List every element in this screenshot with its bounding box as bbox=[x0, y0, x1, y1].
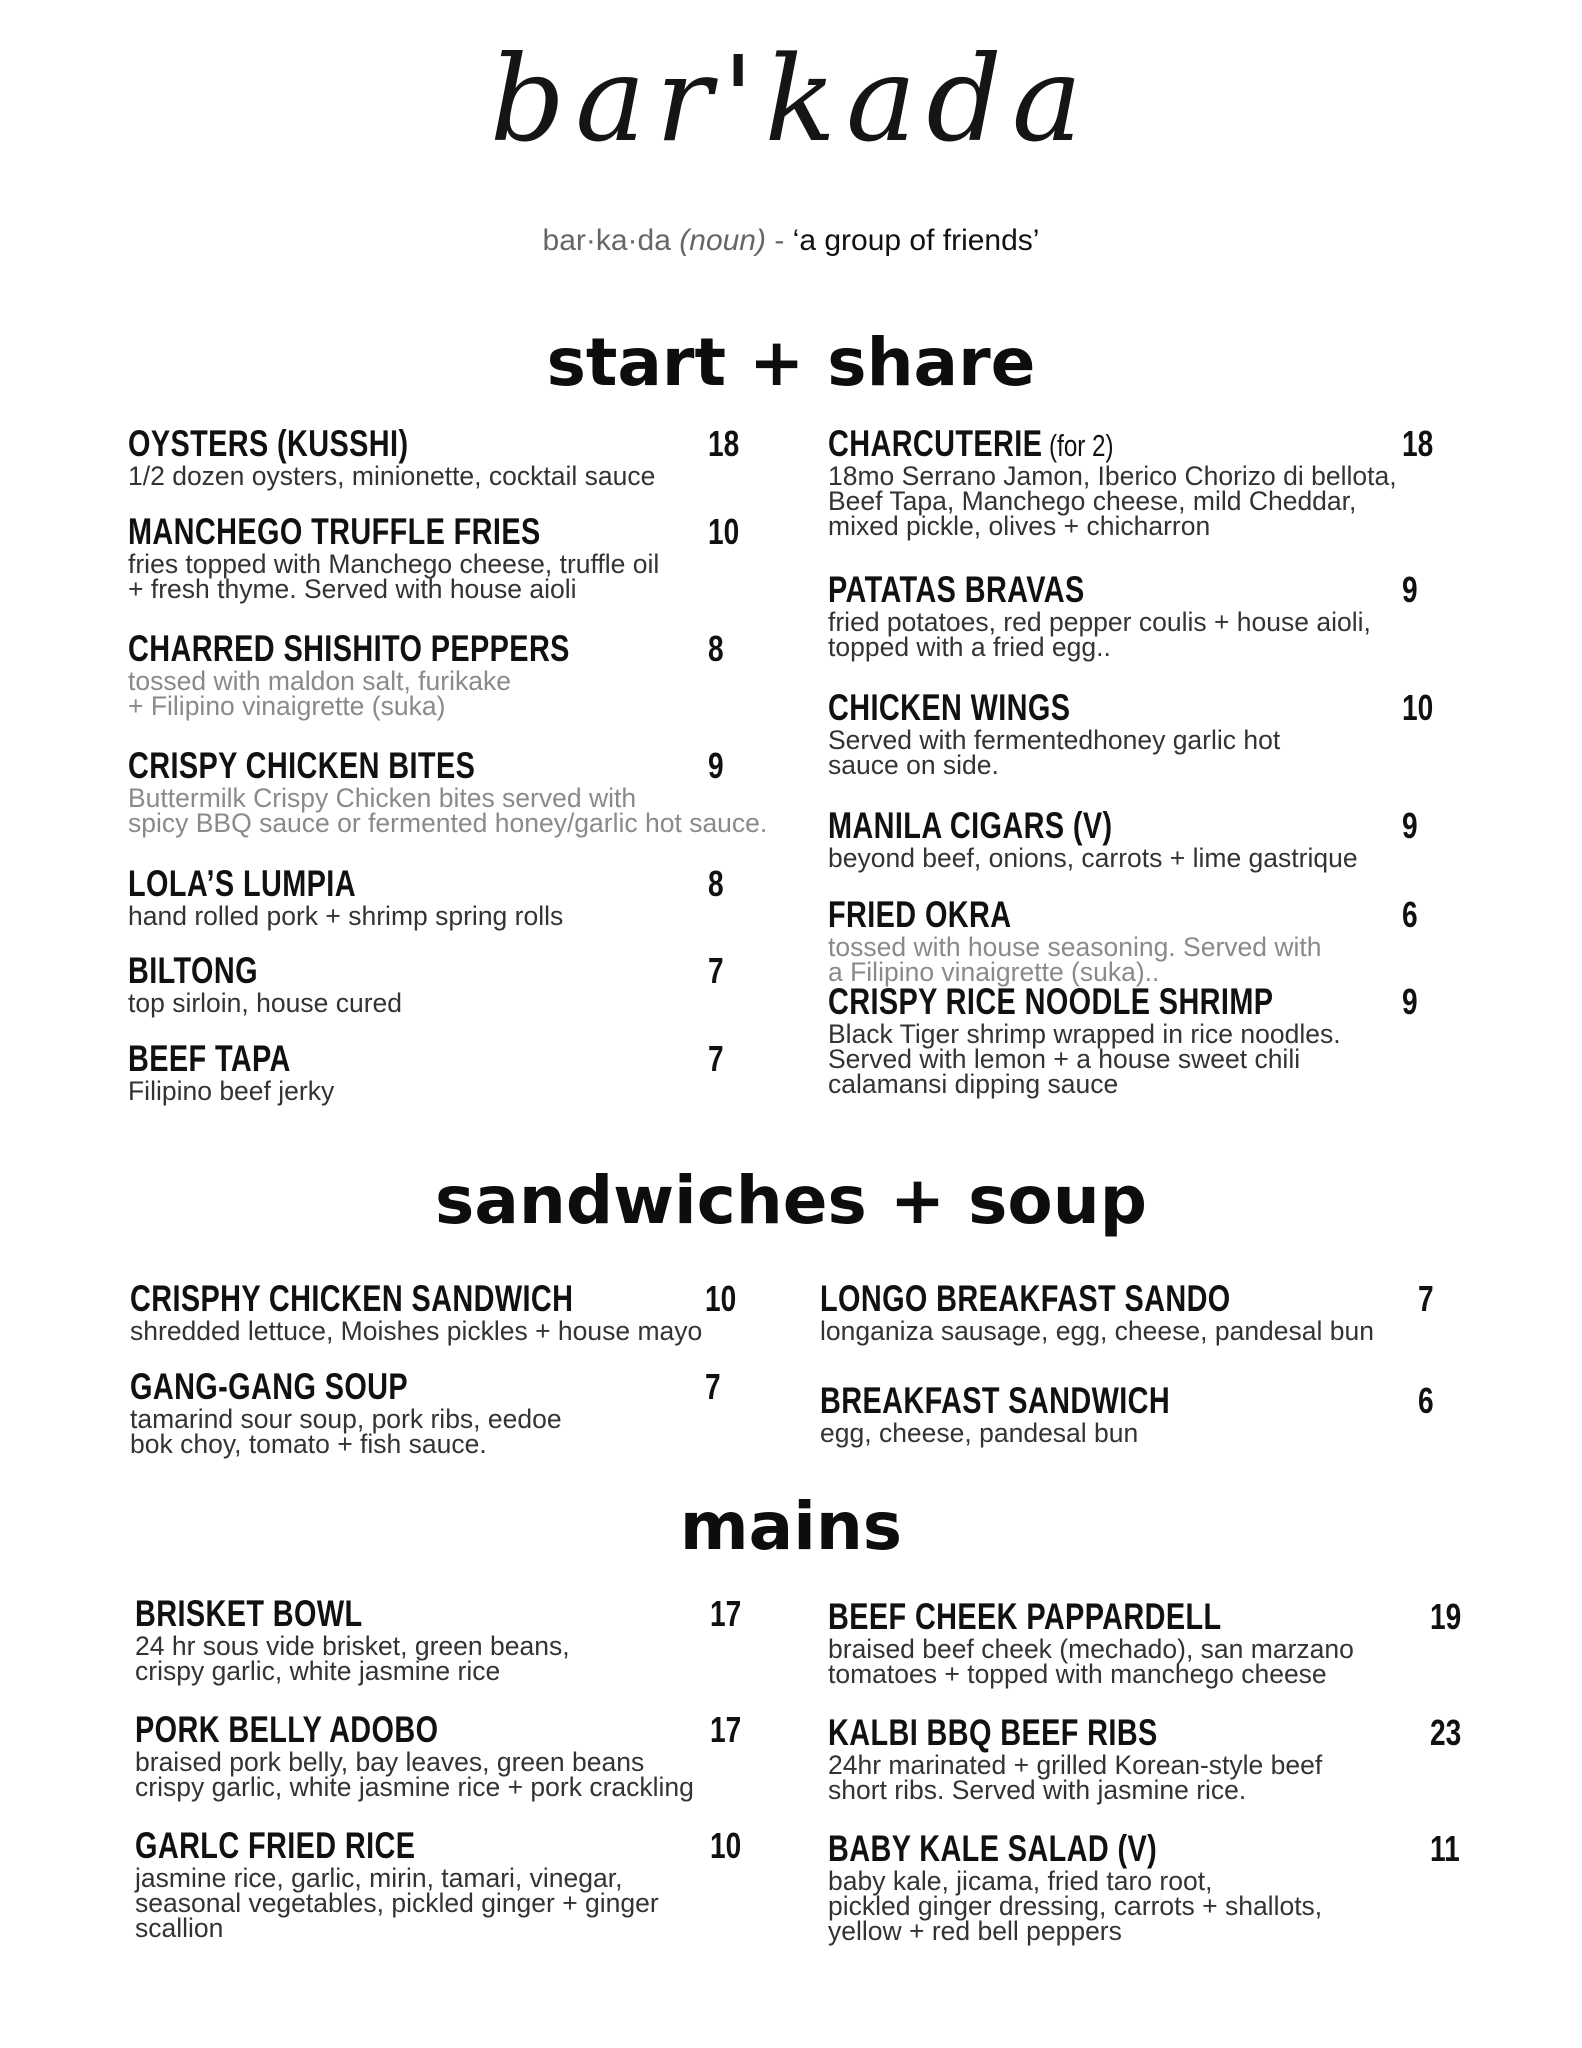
section-title-mains: mains bbox=[679, 1488, 903, 1565]
menu-item-manila-cigars-v bbox=[828, 804, 1418, 873]
menu-item-description: seasonal vegetables, pickled ginger + ginger bbox=[135, 1888, 659, 1918]
menu-item-name bbox=[130, 1365, 408, 1409]
menu-item-price: 6 bbox=[1418, 1380, 1434, 1421]
menu-item-name bbox=[135, 1824, 415, 1868]
menu-item-header bbox=[130, 1365, 721, 1409]
menu-item-description: beyond beef, onions, carrots + lime gastrique bbox=[828, 843, 1358, 873]
menu-item-garlc-fried-rice bbox=[135, 1824, 742, 1943]
menu-item-description: 24 hr sous vide brisket, green beans, bbox=[135, 1631, 570, 1661]
menu-item-name-text: GARLC FRIED RICE bbox=[135, 1825, 416, 1866]
menu-item-header bbox=[828, 568, 1418, 612]
menu-item-description: crispy garlic, white jasmine rice + pork crackling bbox=[135, 1772, 694, 1802]
menu-item-name bbox=[828, 1711, 1158, 1755]
menu-item-header bbox=[820, 1379, 1434, 1423]
menu-item-price: 10 bbox=[705, 1278, 737, 1319]
menu-item-gang-gang-soup bbox=[130, 1365, 721, 1459]
menu-item-description: + Filipino vinaigrette (suka) bbox=[128, 691, 446, 721]
tagline bbox=[0, 224, 1582, 258]
menu-item-price: 10 bbox=[708, 511, 740, 552]
menu-item-header bbox=[828, 686, 1434, 730]
menu-item-price: 6 bbox=[1402, 894, 1418, 935]
menu-item-description: pickled ginger dressing, carrots + shallots, bbox=[828, 1891, 1323, 1921]
menu-item-description: braised pork belly, bay leaves, green beans bbox=[135, 1747, 645, 1777]
menu-item-name-text: MANCHEGO TRUFFLE FRIES bbox=[128, 511, 541, 552]
menu-item-price: 10 bbox=[710, 1825, 742, 1866]
tagline-part-of-speech: (noun) bbox=[679, 224, 766, 257]
menu-item-header bbox=[130, 1277, 737, 1321]
menu-item-crispy-rice-noodle-shrimp bbox=[828, 980, 1418, 1099]
menu-item-description: calamansi dipping sauce bbox=[828, 1069, 1119, 1099]
menu-item-description: Black Tiger shrimp wrapped in rice noodles. bbox=[828, 1019, 1341, 1049]
menu-item-header bbox=[135, 1708, 742, 1752]
menu-item-price: 10 bbox=[1402, 687, 1434, 728]
menu-item-description: top sirloin, house cured bbox=[128, 988, 402, 1018]
menu-item-charred-shishito-peppers bbox=[128, 627, 724, 721]
menu-item-name-text: LOLA’S LUMPIA bbox=[128, 863, 356, 904]
menu-item-name bbox=[128, 949, 258, 993]
menu-item-name-text: GANG-GANG SOUP bbox=[130, 1366, 409, 1407]
menu-item-description: hand rolled pork + shrimp spring rolls bbox=[128, 901, 564, 931]
menu-item-description: fried potatoes, red pepper coulis + house aioli, bbox=[828, 607, 1371, 637]
tagline-definition: ‘a group of friends’ bbox=[792, 224, 1040, 257]
menu-item-name bbox=[128, 510, 541, 554]
menu-item-name-text: BEEF TAPA bbox=[128, 1038, 291, 1079]
section-title-start-share: start + share bbox=[546, 324, 1036, 401]
menu-item-name bbox=[828, 1595, 1222, 1639]
menu-item-name-text: BEEF CHEEK PAPPARDELL bbox=[828, 1596, 1222, 1637]
menu-item-header bbox=[128, 422, 740, 466]
menu-item-price: 9 bbox=[1402, 805, 1418, 846]
menu-item-name bbox=[828, 568, 1085, 612]
menu-item-beef-cheek-pappardell bbox=[828, 1595, 1462, 1689]
menu-item-name bbox=[828, 804, 1113, 848]
menu-item-name bbox=[128, 627, 570, 671]
menu-item-price: 9 bbox=[1402, 981, 1418, 1022]
menu-item-description: egg, cheese, pandesal bun bbox=[820, 1418, 1139, 1448]
menu-item-description: 18mo Serrano Jamon, Iberico Chorizo di bellota, bbox=[828, 461, 1397, 491]
menu-item-description: fries topped with Manchego cheese, truffle oil bbox=[128, 549, 660, 579]
menu-item-description: spicy BBQ sauce or fermented honey/garlic hot sauce. bbox=[128, 808, 768, 838]
menu-item-description: 24hr marinated + grilled Korean-style beef bbox=[828, 1750, 1323, 1780]
menu-item-price: 17 bbox=[710, 1709, 742, 1750]
menu-item-name-text: CHICKEN WINGS bbox=[828, 687, 1071, 728]
section-title-sandwiches-soup: sandwiches + soup bbox=[435, 1162, 1147, 1239]
menu-item-header bbox=[828, 980, 1418, 1024]
menu-item-description: Filipino beef jerky bbox=[128, 1076, 335, 1106]
menu-item-name-text: BREAKFAST SANDWICH bbox=[820, 1380, 1171, 1421]
menu-item-name-text: MANILA CIGARS (V) bbox=[828, 805, 1113, 846]
menu-item-header bbox=[128, 627, 724, 671]
menu-item-price: 8 bbox=[708, 628, 724, 669]
menu-item-kalbi-bbq-beef-ribs bbox=[828, 1711, 1462, 1805]
menu-item-name-text: KALBI BBQ BEEF RIBS bbox=[828, 1712, 1158, 1753]
menu-item-description: yellow + red bell peppers bbox=[828, 1916, 1122, 1946]
menu-item-pork-belly-adobo bbox=[135, 1708, 742, 1802]
menu-item-name-text: CRISPHY CHICKEN SANDWICH bbox=[130, 1278, 574, 1319]
menu-item-manchego-truffle-fries bbox=[128, 510, 740, 604]
menu-item-price: 7 bbox=[705, 1366, 721, 1407]
menu-item-header bbox=[135, 1592, 742, 1636]
menu-item-description: short ribs. Served with jasmine rice. bbox=[828, 1775, 1247, 1805]
menu-item-name-text: CRISPY RICE NOODLE SHRIMP bbox=[828, 981, 1274, 1022]
menu-item-description: a Filipino vinaigrette (suka).. bbox=[828, 957, 1160, 987]
menu-item-header bbox=[128, 949, 724, 993]
menu-item-description: braised beef cheek (mechado), san marzano bbox=[828, 1634, 1354, 1664]
menu-item-price: 23 bbox=[1430, 1712, 1462, 1753]
menu-item-price: 7 bbox=[1418, 1278, 1434, 1319]
menu-item-lola-s-lumpia bbox=[128, 862, 724, 931]
menu-item-description: mixed pickle, olives + chicharron bbox=[828, 511, 1211, 541]
menu-item-crispy-chicken-bites bbox=[128, 744, 767, 838]
menu-item-name bbox=[820, 1379, 1170, 1423]
menu-item-biltong bbox=[128, 949, 724, 1018]
menu-item-description: Served with lemon + a house sweet chili bbox=[828, 1044, 1301, 1074]
menu-item-header bbox=[828, 1827, 1460, 1871]
menu-item-name bbox=[828, 893, 1011, 937]
menu-item-description: longaniza sausage, egg, cheese, pandesal bun bbox=[820, 1316, 1374, 1346]
menu-item-name-text: CHARRED SHISHITO PEPPERS bbox=[128, 628, 570, 669]
tagline-word: bar·ka·da bbox=[542, 224, 671, 257]
menu-item-description: tamarind sour soup, pork ribs, eedoe bbox=[130, 1404, 562, 1434]
menu-item-name bbox=[135, 1592, 363, 1636]
menu-item-description: topped with a fried egg.. bbox=[828, 632, 1111, 662]
menu-item-price: 9 bbox=[1402, 569, 1418, 610]
menu-item-name-text: PATATAS BRAVAS bbox=[828, 569, 1085, 610]
menu-item-header bbox=[828, 1595, 1462, 1639]
menu-item-price: 7 bbox=[708, 950, 724, 991]
menu-item-header bbox=[128, 862, 724, 906]
menu-item-description: tossed with house seasoning. Served with bbox=[828, 932, 1322, 962]
menu-item-description: bok choy, tomato + fish sauce. bbox=[130, 1429, 487, 1459]
menu-item-name bbox=[128, 744, 475, 788]
menu-item-chicken-wings bbox=[828, 686, 1434, 780]
menu-item-description: baby kale, jicama, fried taro root, bbox=[828, 1866, 1213, 1896]
menu-item-name-text: CHARCUTERIE bbox=[828, 423, 1043, 464]
menu-item-name bbox=[130, 1277, 573, 1321]
menu-item-name bbox=[828, 686, 1070, 730]
menu-item-header bbox=[128, 744, 767, 788]
menu-item-description: jasmine rice, garlic, mirin, tamari, vinegar, bbox=[135, 1863, 623, 1893]
menu-item-fried-okra bbox=[828, 893, 1418, 987]
menu-item-note: (for 2) bbox=[1042, 428, 1114, 463]
menu-item-header bbox=[820, 1277, 1434, 1321]
menu-item-price: 7 bbox=[708, 1038, 724, 1079]
menu-item-patatas-bravas bbox=[828, 568, 1418, 662]
menu-item-name bbox=[128, 1037, 291, 1081]
menu-item-header bbox=[828, 893, 1418, 937]
menu-item-description: + fresh thyme. Served with house aioli bbox=[128, 574, 577, 604]
menu-item-name-text: FRIED OKRA bbox=[828, 894, 1012, 935]
menu-item-header bbox=[128, 510, 740, 554]
menu-item-longo-breakfast-sando bbox=[820, 1277, 1434, 1346]
menu-item-price: 18 bbox=[1402, 423, 1434, 464]
menu-item-header bbox=[128, 1037, 724, 1081]
menu-item-description: shredded lettuce, Moishes pickles + house mayo bbox=[130, 1316, 703, 1346]
menu-item-name-text: BRISKET BOWL bbox=[135, 1593, 363, 1634]
menu-item-price: 8 bbox=[708, 863, 724, 904]
menu-item-name bbox=[135, 1708, 438, 1752]
restaurant-logo: bar'kada bbox=[489, 30, 1093, 168]
menu-item-description: sauce on side. bbox=[828, 750, 999, 780]
menu-item-price: 11 bbox=[1430, 1828, 1460, 1869]
menu-item-name bbox=[828, 980, 1273, 1024]
menu-item-name bbox=[828, 1827, 1157, 1871]
menu-item-name-text: LONGO BREAKFAST SANDO bbox=[820, 1278, 1231, 1319]
menu-item-price: 19 bbox=[1430, 1596, 1462, 1637]
menu-item-header bbox=[828, 804, 1418, 848]
tagline-separator: - bbox=[765, 224, 793, 257]
menu-item-description: Served with fermentedhoney garlic hot bbox=[828, 725, 1281, 755]
menu-item-baby-kale-salad-v bbox=[828, 1827, 1460, 1946]
menu-item-name-text: BABY KALE SALAD (V) bbox=[828, 1828, 1158, 1869]
menu-item-price: 9 bbox=[708, 745, 724, 786]
menu-item-name-text: CRISPY CHICKEN BITES bbox=[128, 745, 476, 786]
menu-item-header bbox=[828, 1711, 1462, 1755]
menu-item-breakfast-sandwich bbox=[820, 1379, 1434, 1448]
menu-item-description: crispy garlic, white jasmine rice bbox=[135, 1656, 501, 1686]
menu-item-oysters-kusshi bbox=[128, 422, 740, 491]
menu-item-header bbox=[828, 422, 1434, 466]
menu-item-charcuterie bbox=[828, 422, 1434, 541]
menu-item-description: 1/2 dozen oysters, minionette, cocktail sauce bbox=[128, 461, 656, 491]
menu-item-name bbox=[128, 422, 408, 466]
menu-item-description: tossed with maldon salt, furikake bbox=[128, 666, 511, 696]
menu-item-crisphy-chicken-sandwich bbox=[130, 1277, 737, 1346]
menu-item-description: Beef Tapa, Manchego cheese, mild Cheddar, bbox=[828, 486, 1357, 516]
menu-item-price: 17 bbox=[710, 1593, 742, 1634]
menu-item-name bbox=[820, 1277, 1231, 1321]
menu-item-name bbox=[828, 422, 1114, 468]
menu-item-price: 18 bbox=[708, 423, 740, 464]
menu-item-brisket-bowl bbox=[135, 1592, 742, 1686]
menu-item-description: scallion bbox=[135, 1913, 224, 1943]
menu-item-name-text: PORK BELLY ADOBO bbox=[135, 1709, 439, 1750]
menu-item-name-text: BILTONG bbox=[128, 950, 258, 991]
menu-item-name-text: OYSTERS (KUSSHI) bbox=[128, 423, 409, 464]
menu-item-description: tomatoes + topped with manchego cheese bbox=[828, 1659, 1327, 1689]
menu-item-header bbox=[135, 1824, 742, 1868]
menu-item-beef-tapa bbox=[128, 1037, 724, 1106]
menu-item-description: Buttermilk Crispy Chicken bites served with bbox=[128, 783, 637, 813]
menu-item-name bbox=[128, 862, 356, 906]
